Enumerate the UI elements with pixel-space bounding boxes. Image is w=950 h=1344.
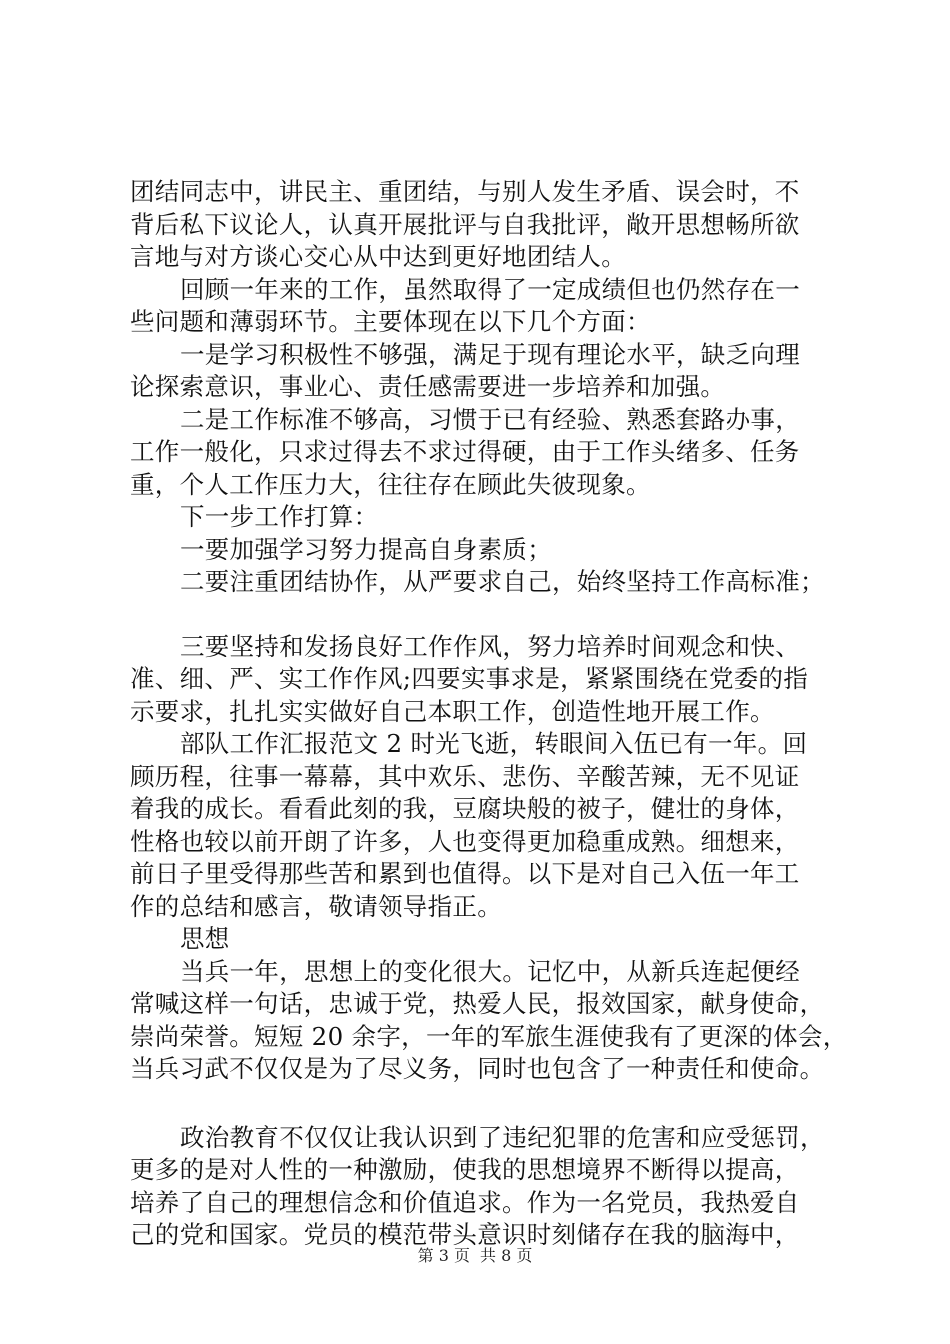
text-line: 下一步工作打算：	[180, 502, 379, 531]
text-line: 性格也较以前开朗了许多，人也变得更加稳重成熟。细想来，	[130, 826, 800, 856]
page-number: 第 3 页	[417, 1246, 470, 1265]
page-total: 共 8 页	[480, 1246, 533, 1265]
text-line: 部队工作汇报范文 2 时光飞逝，转眼间入伍已有一年。回	[180, 729, 808, 758]
text-line: 政治教育不仅仅让我认识到了违纪犯罪的危害和应受惩罚，	[180, 1122, 825, 1152]
page-footer	[0, 1243, 950, 1266]
paragraph-gap	[130, 1086, 830, 1122]
text-line: 思想	[180, 924, 230, 953]
text-line: 示要求，扎扎实实做好自己本职工作，创造性地开展工作。	[130, 696, 775, 726]
text-line: 常喊这样一句话，忠诚于党，热爱人民，报效国家，献身使命，	[130, 989, 825, 1018]
text-block-2	[130, 631, 848, 1086]
text-line: 更多的是对人性的一种激励，使我的思想境界不断得以提高，	[130, 1155, 800, 1184]
text-line: 一是学习积极性不够强，满足于现有理论水平，缺乏向理	[180, 339, 800, 369]
text-line: 论探索意识，事业心、责任感需要进一步培养和加强。	[130, 372, 726, 401]
text-line: 回顾一年来的工作，虽然取得了一定成绩但也仍然存在一	[180, 274, 800, 304]
text-block-3	[130, 1122, 830, 1252]
text-line: 背后私下议论人，认真开展批评与自我批评，敞开思想畅所欲	[130, 209, 800, 239]
text-line: 作的总结和感言，敬请领导指正。	[130, 891, 502, 921]
text-line: 准、细、严、实工作作风;四要实事求是，紧紧围绕在党委的指	[130, 664, 809, 693]
text-line: 培养了自己的理想信念和价值追求。作为一名党员，我热爱自	[130, 1187, 800, 1217]
text-line: 崇尚荣誉。短短 20 余字，一年的军旅生涯使我有了更深的体会，	[130, 1021, 848, 1051]
text-line: 着我的成长。看看此刻的我，豆腐块般的被子，健壮的身体，	[130, 794, 800, 823]
text-line: 些问题和薄弱环节。主要体现在以下几个方面：	[130, 307, 651, 336]
text-line: 三要坚持和发扬良好工作作风，努力培养时间观念和快、	[180, 631, 800, 661]
text-line: 己的党和国家。党员的模范带头意识时刻储存在我的脑海中，	[130, 1220, 800, 1249]
text-line: 言地与对方谈心交心从中达到更好地团结人。	[130, 242, 626, 271]
text-line: 前日子里受得那些苦和累到也值得。以下是对自己入伍一年工	[130, 859, 800, 888]
text-line: 二要注重团结协作，从严要求自己，始终坚持工作高标准；	[180, 567, 825, 596]
text-block-1	[130, 176, 830, 599]
text-line: 当兵习武不仅仅是为了尽义务，同时也包含了一种责任和使命。	[130, 1054, 825, 1083]
text-line: 团结同志中，讲民主、重团结，与别人发生矛盾、误会时，不	[130, 177, 800, 206]
text-line: 一要加强学习努力提高自身素质；	[180, 534, 552, 564]
text-line: 顾历程，往事一幕幕，其中欢乐、悲伤、辛酸苦辣，无不见证	[130, 761, 800, 791]
text-line: 重，个人工作压力大，往往存在顾此失彼现象。	[130, 469, 651, 499]
document-body	[130, 176, 848, 1252]
paragraph-gap	[130, 599, 830, 631]
text-line: 二是工作标准不够高，习惯于已有经验、熟悉套路办事，	[180, 404, 800, 434]
text-line: 当兵一年，思想上的变化很大。记忆中，从新兵连起便经	[180, 956, 800, 986]
text-line: 工作一般化，只求过得去不求过得硬，由于工作头绪多、任务	[130, 437, 800, 466]
